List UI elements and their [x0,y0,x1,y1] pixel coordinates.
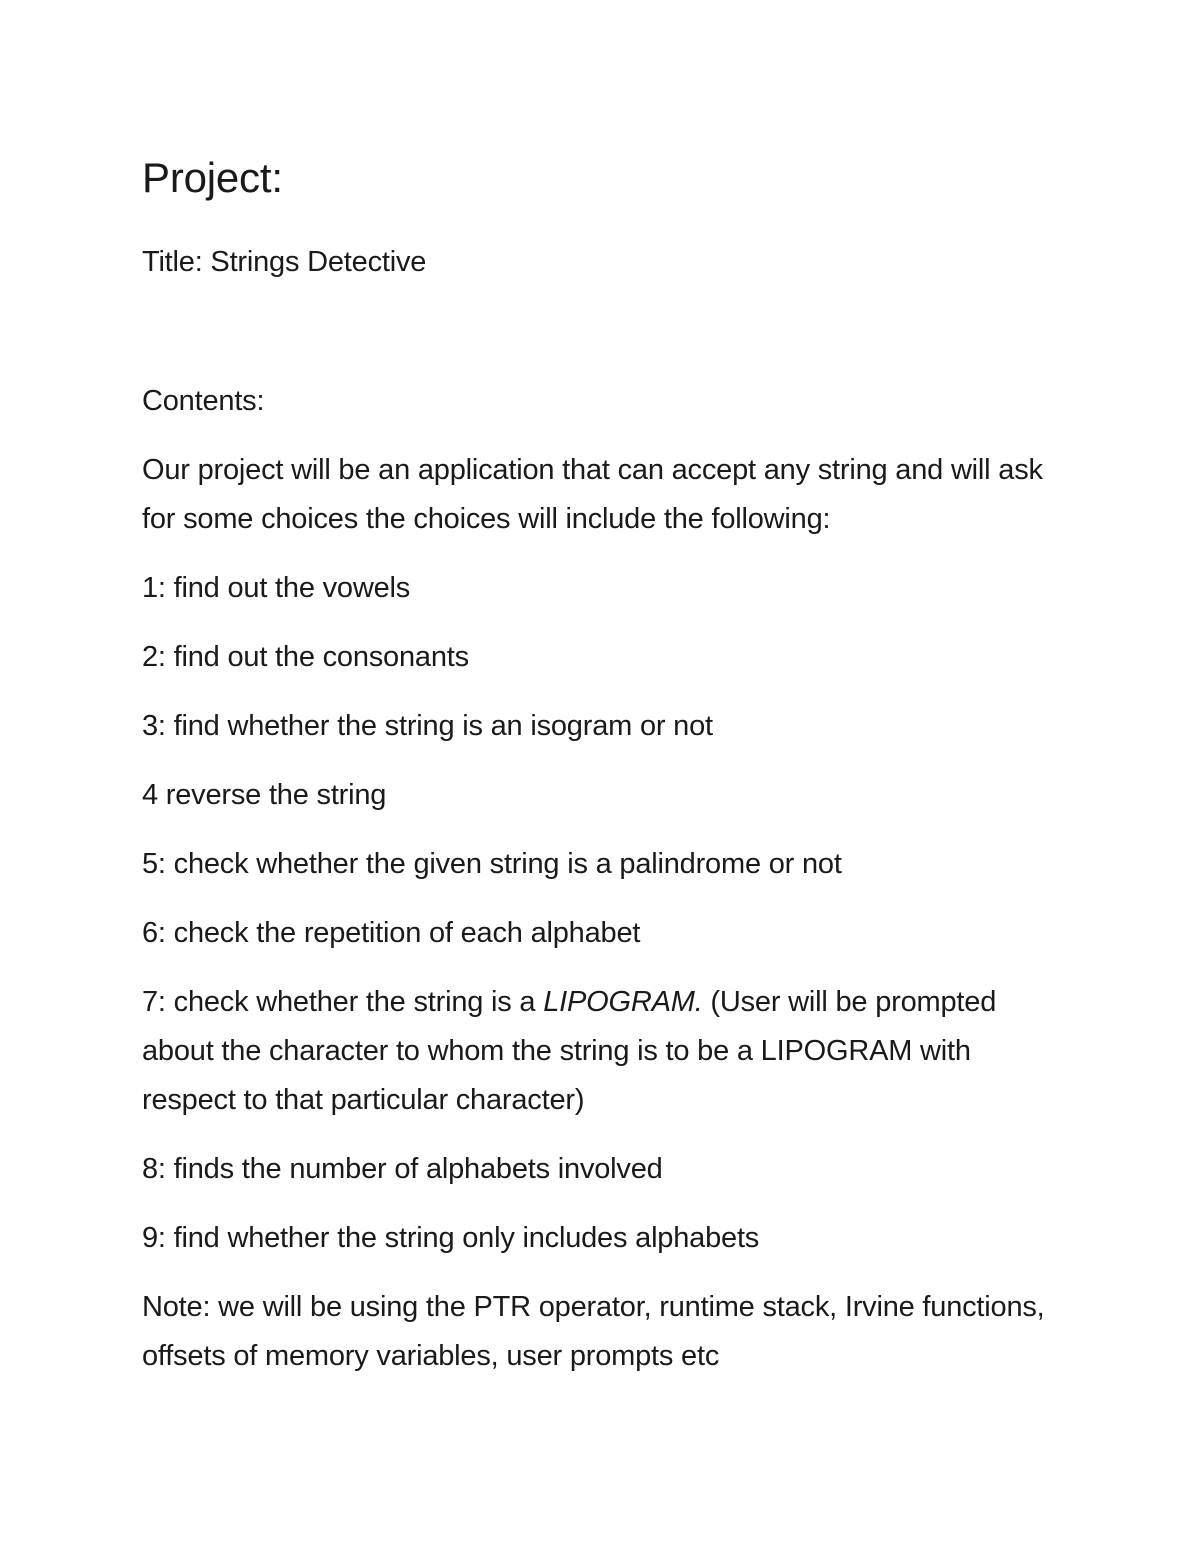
list-item: 4 reverse the string [142,779,387,811]
list-item: 6: check the repetition of each alphabet [142,917,641,949]
project-title: Title: Strings Detective [142,246,427,278]
lipogram-emphasis: LIPOGRAM. [543,986,703,1018]
lipogram-suffix: (User will be prompted about the character to whom the string is to be a LIPOGRAM with respect to that particular character) [142,986,997,1116]
list-item: 2: find out the consonants [142,641,469,673]
intro-paragraph: Our project will be an application that can accept any string and will ask for some choices the choices will include the following: [142,454,1043,535]
list-item: 9: find whether the string only includes alphabets [142,1222,760,1254]
list-item: 1: find out the vowels [142,572,411,604]
list-item: 5: check whether the given string is a palindrome or not [142,848,842,880]
lipogram-prefix: 7: check whether the string is a [142,986,544,1018]
document-page [142,150,1072,1401]
page-heading: Project: [142,154,283,201]
list-item-lipogram [142,978,1072,1125]
list-item: 3: find whether the string is an isogram or not [142,710,713,742]
list-item: 8: finds the number of alphabets involved [142,1153,663,1185]
contents-label: Contents: [142,385,265,417]
note-paragraph: Note: we will be using the PTR operator, runtime stack, Irvine functions, offsets of memory variables, user prompts etc [142,1291,1045,1372]
